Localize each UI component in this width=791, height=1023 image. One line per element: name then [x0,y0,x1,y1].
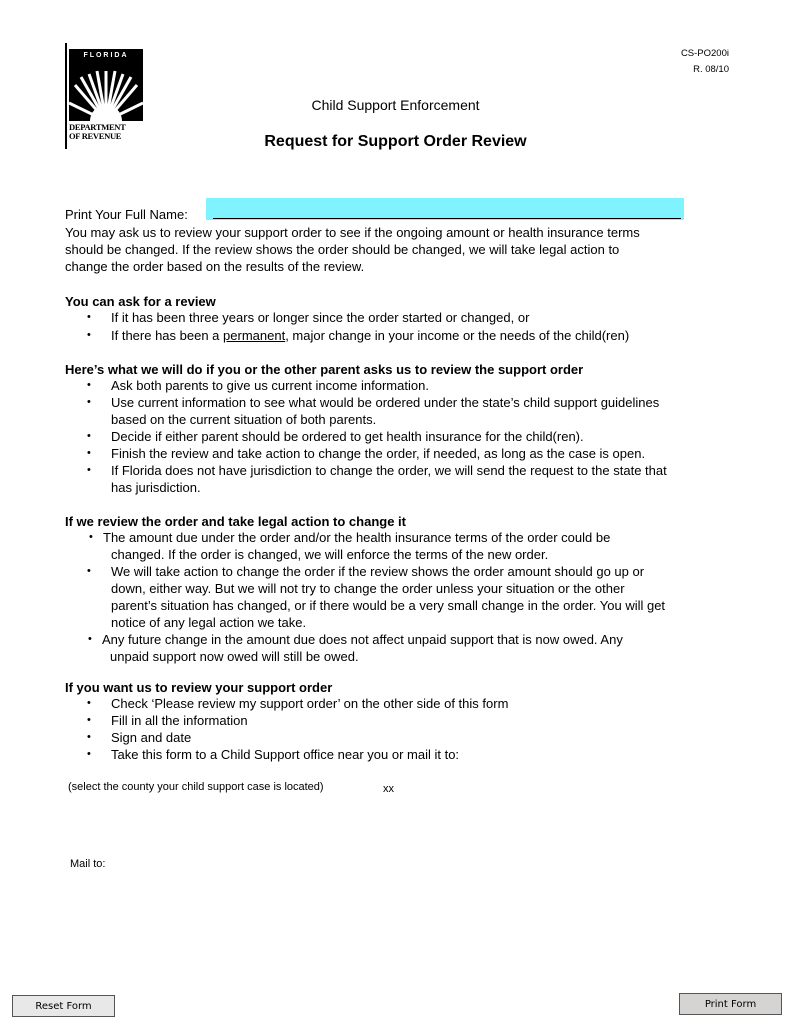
section-heading: If we review the order and take legal action to change it [65,514,406,529]
section-what-we-do [65,362,775,496]
section-heading: If you want us to review your support order [65,680,333,695]
section-ask-review [65,294,765,344]
county-select[interactable]: xx [383,783,394,795]
agency-name: Child Support Enforcement [311,97,480,113]
list-item: • Sign and date [87,730,192,745]
intro-paragraph: You may ask us to review your support order to see if the ongoing amount or health insurance terms should be changed. If the review shows the order should be changed, we will take legal action to change the order based on the results of the review. [65,225,640,274]
list-item: • If there has been a permanent, major change in your income or the needs of the child(ren) [87,328,630,343]
list-item: • Finish the review and take action to change the order, if needed, as long as the case is open. [87,446,646,461]
section-heading: You can ask for a review [65,294,216,309]
list-item: • We will take action to change the order if the review shows the order amount should go up or down, either way. But we will not try to change the order unless your situation or the other parent’s situation has changed, or if there would be a very small change in the order. You will get notice of any legal action we take. [87,564,666,630]
section-legal-action [65,514,775,665]
list-item: • If Florida does not have jurisdiction to change the order, we will send the request to the state that has jurisdiction. [87,463,667,495]
section-heading: Here’s what we will do if you or the other parent asks us to review the support order [65,362,584,377]
county-select-label: (select the county your child support case is located) [68,781,324,793]
list-item: • Check ‘Please review my support order’ on the other side of this form [87,696,509,711]
form-number: CS-PO200i [680,48,729,59]
form-code [681,46,729,78]
list-item: • Fill in all the information [87,713,248,728]
list-item: • Use current information to see what would be ordered under the state’s child support guidelines based on the current situation of both parents. [87,395,660,427]
page-title: Request for Support Order Review [264,133,527,150]
list-item: • Ask both parents to give us current income information. [87,378,429,393]
list-item: • If it has been three years or longer since the order started or changed, or [87,310,530,325]
logo-word: FLORIDA [83,52,129,59]
list-item: • Any future change in the amount due does not affect unpaid support that is now owed. Any unpaid support now owed will still be owed. [88,632,623,664]
full-name-label: Print Your Full Name: [65,207,188,222]
reset-form-button[interactable]: Reset Form [12,995,115,1017]
name-underline [213,218,681,219]
logo-department-text: DEPARTMENT OF REVENUE [69,122,126,141]
mail-to-label: Mail to: [70,858,106,870]
section-want-review [65,680,765,763]
list-item: • Take this form to a Child Support office near you or mail it to: [87,747,460,762]
full-name-input[interactable] [206,198,684,220]
list-item: • Decide if either parent should be ordered to get health insurance for the child(ren). [87,429,584,444]
print-form-button[interactable]: Print Form [679,993,782,1015]
form-revision: R. 08/10 [693,64,729,75]
list-item: • The amount due under the order and/or the health insurance terms of the order could be changed. If the order is changed, we will enforce the terms of the new order. [89,530,611,562]
